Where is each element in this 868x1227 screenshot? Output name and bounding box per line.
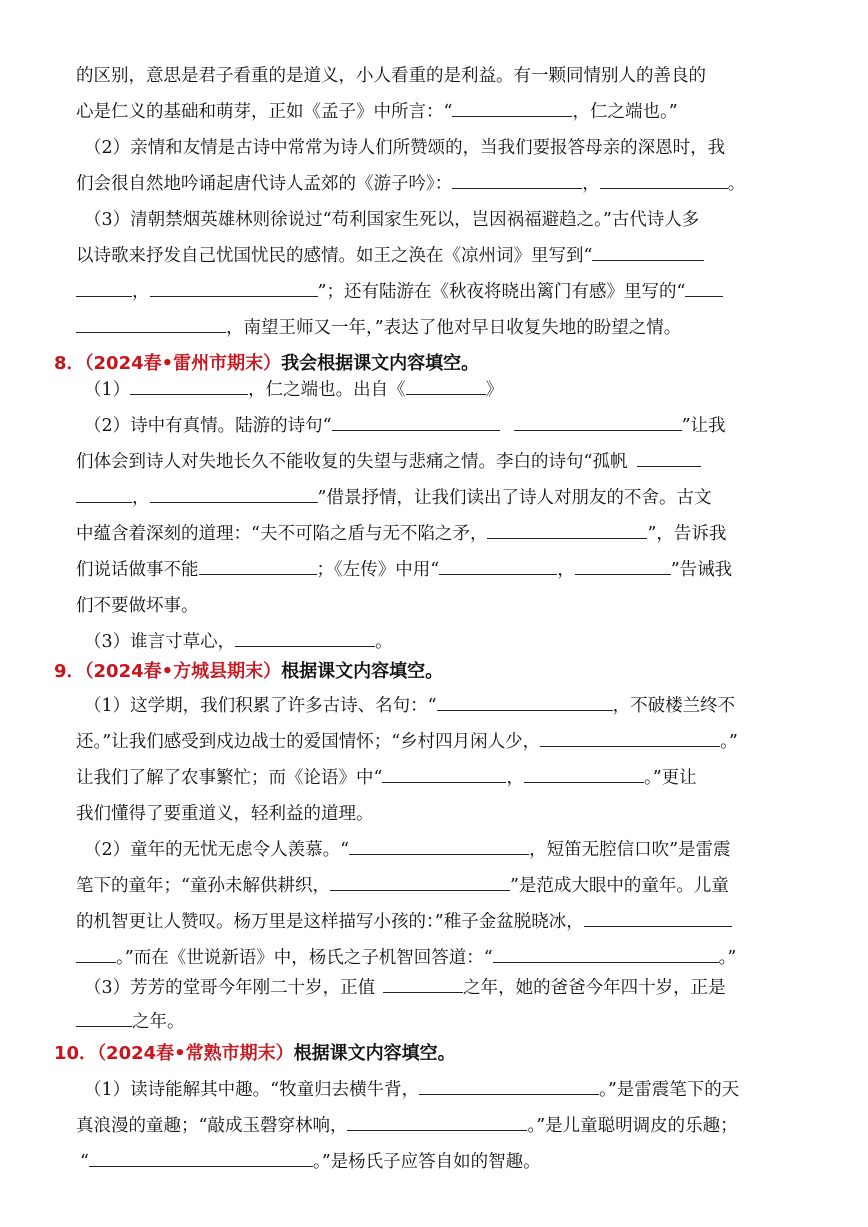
q9-line-5: （2）童年的无忧无虑令人羡慕。“ ，短笛无腔信口吹”是雷震 <box>84 832 731 868</box>
q9-line-2: 还。”让我们感受到戍边战士的爱国情怀；“乡村四月闲人少， 。” <box>76 724 738 760</box>
q8-line-1: （1） ，仁之端也。出自《 》 <box>84 372 503 408</box>
answer-blank[interactable] <box>575 552 671 575</box>
q7-line-1: 的区别，意思是君子看重的是道义，小人看重的是利益。有一颗同情别人的善良的 <box>76 66 706 86</box>
q9-line-7: 的机智更让人赞叹。杨万里是这样描写小孩的：”稚子金盆脱晓冰， <box>76 904 732 940</box>
answer-blank[interactable] <box>199 552 317 575</box>
q9-line-1: （1）这学期，我们积累了许多古诗、名句：“ ，不破楼兰终不 <box>84 688 735 724</box>
question-source: （2024春•雷州市期末） <box>84 353 282 374</box>
answer-blank[interactable] <box>150 274 318 297</box>
answer-blank[interactable] <box>487 516 647 539</box>
answer-blank[interactable] <box>76 940 116 963</box>
answer-blank[interactable] <box>493 940 719 963</box>
q7-line-5: （3）清朝禁烟英雄林则徐说过“苟利国家生死以，岂因祸福避趋之。”古代诗人多 <box>84 210 700 230</box>
question-number: 8． <box>54 353 85 374</box>
answer-blank[interactable] <box>383 970 463 993</box>
answer-blank[interactable] <box>592 238 704 261</box>
answer-blank[interactable] <box>540 724 720 747</box>
q7-line-8: ，南望王师又一年，”表达了他对早日收复失地的盼望之情。 <box>76 310 681 346</box>
answer-blank[interactable] <box>439 552 557 575</box>
q10-line-3: “ 。”是杨氏子应答自如的智趣。 <box>80 1144 541 1180</box>
question-number: 10． <box>54 1043 98 1064</box>
q8-line-5: 中蕴含着深刻的道理：“夫不可陷之盾与无不陷之矛， ”，告诉我 <box>76 516 726 552</box>
q9-line-9: （3）芳芳的堂哥今年刚二十岁，正值 之年，她的爸爸今年四十岁，正是 <box>84 970 726 1006</box>
q7-line-2: 心是仁义的基础和萌芽，正如《孟子》中所言：“ ，仁之端也。” <box>76 94 678 130</box>
q7-line-4: 们会很自然地吟诵起唐代诗人孟郊的《游子吟》： ， 。 <box>76 166 745 202</box>
q8-line-6: 们说话做事不能 ；《左传》中用“ ， ”告诫我 <box>76 552 732 588</box>
answer-blank[interactable] <box>130 372 248 395</box>
answer-blank[interactable] <box>685 274 723 297</box>
q9-line-10: 之年。 <box>76 1004 185 1040</box>
question-number: 9． <box>54 661 85 682</box>
q9-header <box>54 654 443 690</box>
answer-blank[interactable] <box>452 94 572 117</box>
question-title: 根据课文内容填空。 <box>293 1043 456 1064</box>
answer-blank[interactable] <box>89 1144 313 1167</box>
answer-blank[interactable] <box>637 444 701 467</box>
answer-blank[interactable] <box>419 1072 599 1095</box>
question-title: 我会根据课文内容填空。 <box>281 353 480 374</box>
answer-blank[interactable] <box>600 166 728 189</box>
answer-blank[interactable] <box>76 480 132 503</box>
answer-blank[interactable] <box>235 624 375 647</box>
question-source: （2024春•常熟市期末） <box>97 1043 294 1064</box>
q7-line-7: ， ”；还有陆游在《秋夜将晓出篱门有感》里写的“ <box>76 274 723 310</box>
q9-line-3: 让我们了解了农事繁忙；而《论语》中“ ， 。”更让 <box>76 760 697 796</box>
answer-blank[interactable] <box>150 480 318 503</box>
q10-line-1: （1）读诗能解其中趣。“牧童归去横牛背， 。”是雷震笔下的天 <box>84 1072 739 1108</box>
answer-blank[interactable] <box>406 372 486 395</box>
answer-blank[interactable] <box>452 166 582 189</box>
q9-line-8: 。”而在《世说新语》中，杨氏之子机智回答道：“ 。” <box>76 940 736 976</box>
q7-line-3: （2）亲情和友情是古诗中常常为诗人们所赞颂的，当我们要报答母亲的深恩时，我 <box>84 138 726 158</box>
q8-line-2: （2）诗中有真情。陆游的诗句“ ”让我 <box>84 408 726 444</box>
q9-line-6: 笔下的童年；“童孙未解供耕织， ”是范成大眼中的童年。儿童 <box>76 868 729 904</box>
answer-blank[interactable] <box>332 408 500 431</box>
answer-blank[interactable] <box>76 1004 132 1027</box>
answer-blank[interactable] <box>584 904 732 927</box>
q8-line-8: （3）谁言寸草心， 。 <box>84 624 393 660</box>
question-source: （2024春•方城县期末） <box>84 661 282 682</box>
q8-line-4: ， ”借景抒情，让我们读出了诗人对朋友的不舍。古文 <box>76 480 711 516</box>
answer-blank[interactable] <box>76 310 226 333</box>
answer-blank[interactable] <box>382 760 506 783</box>
answer-blank[interactable] <box>437 688 613 711</box>
answer-blank[interactable] <box>349 832 529 855</box>
answer-blank[interactable] <box>514 408 682 431</box>
answer-blank[interactable] <box>76 274 132 297</box>
q9-line-4: 我们懂得了要重道义，轻利益的道理。 <box>76 804 374 824</box>
q10-header <box>54 1036 456 1072</box>
question-title: 根据课文内容填空。 <box>281 661 444 682</box>
answer-blank[interactable] <box>347 1108 527 1131</box>
q8-line-3: 们体会到诗人对失地长久不能收复的失望与悲痛之情。李白的诗句“孤帆 <box>76 444 701 480</box>
q10-line-2: 真浪漫的童趣；“敲成玉磬穿林响， 。”是儿童聪明调皮的乐趣； <box>76 1108 738 1144</box>
answer-blank[interactable] <box>330 868 510 891</box>
q8-line-7: 们不要做坏事。 <box>76 596 199 616</box>
answer-blank[interactable] <box>524 760 644 783</box>
q7-line-6: 以诗歌来抒发自己忧国忧民的感情。如王之涣在《凉州词》里写到“ <box>76 238 704 274</box>
